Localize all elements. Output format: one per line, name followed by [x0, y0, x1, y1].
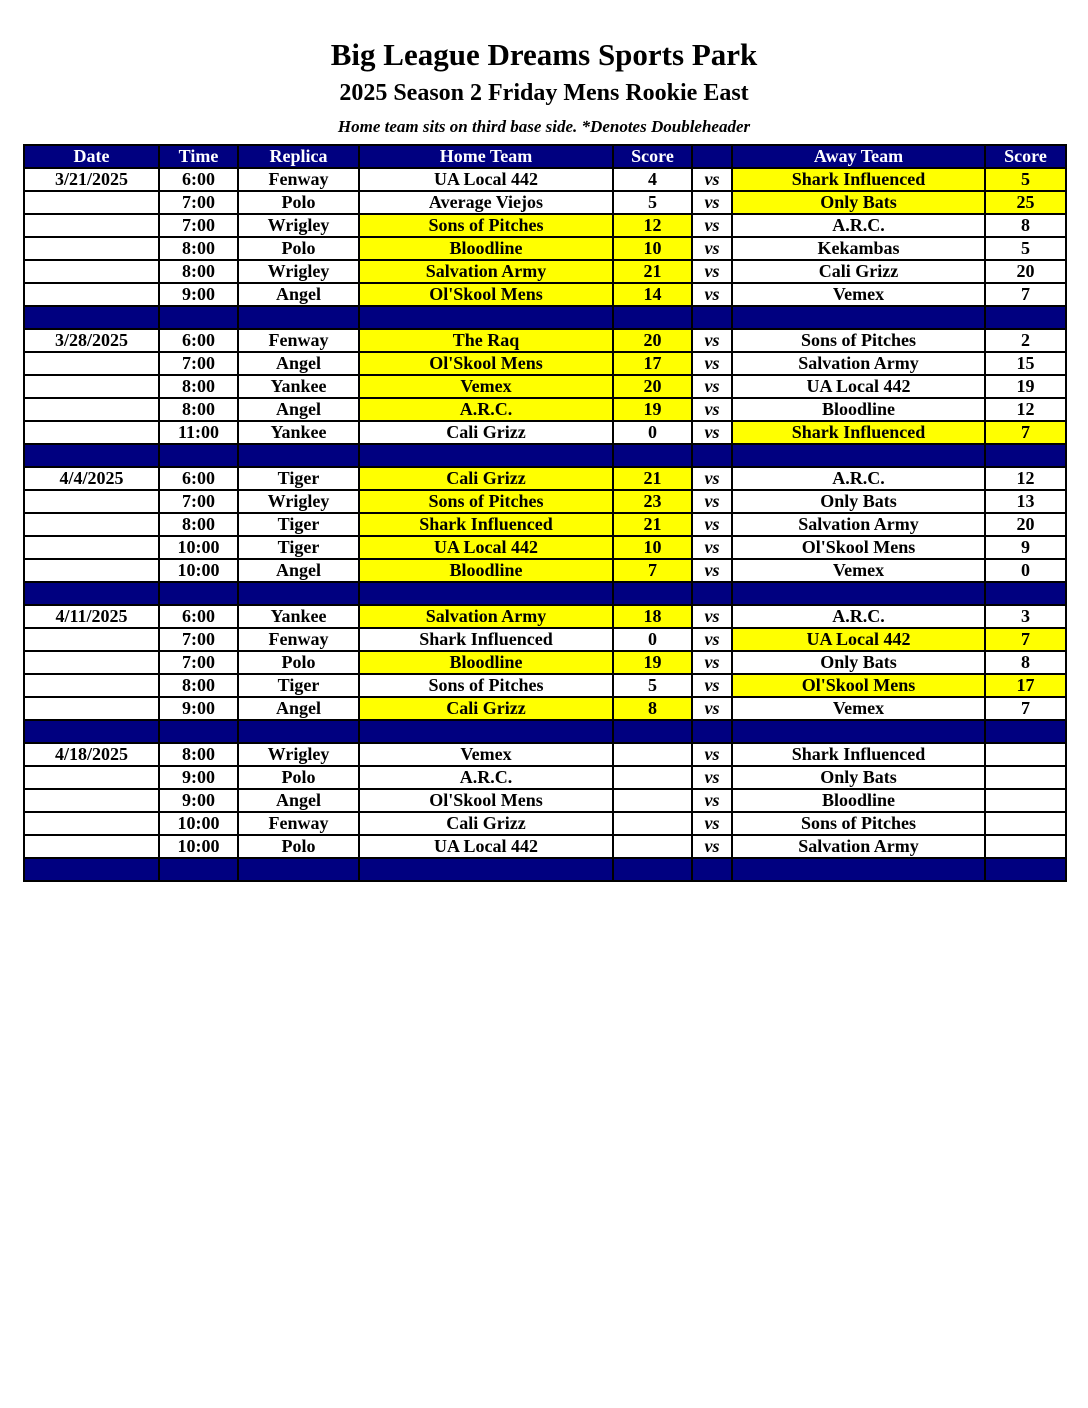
separator-cell	[985, 306, 1066, 329]
away-score: 25	[985, 191, 1066, 214]
game-replica: Tiger	[238, 536, 359, 559]
table-row	[24, 536, 1066, 559]
game-replica: Angel	[238, 789, 359, 812]
away-score: 3	[985, 605, 1066, 628]
separator-cell	[692, 306, 732, 329]
table-row	[24, 329, 1066, 352]
game-time: 8:00	[159, 237, 238, 260]
separator-cell	[238, 858, 359, 881]
home-score: 20	[613, 375, 692, 398]
column-header-home-score: Score	[613, 145, 692, 168]
home-score: 5	[613, 674, 692, 697]
game-time: 7:00	[159, 651, 238, 674]
home-team: Vemex	[359, 743, 613, 766]
vs-label: vs	[692, 789, 732, 812]
home-team: Sons of Pitches	[359, 490, 613, 513]
table-row	[24, 490, 1066, 513]
home-team: Cali Grizz	[359, 467, 613, 490]
game-date	[24, 789, 159, 812]
game-date: 3/28/2025	[24, 329, 159, 352]
home-team: Cali Grizz	[359, 812, 613, 835]
separator-cell	[732, 858, 985, 881]
home-score: 7	[613, 559, 692, 582]
vs-label: vs	[692, 835, 732, 858]
home-team: A.R.C.	[359, 398, 613, 421]
away-team: A.R.C.	[732, 467, 985, 490]
home-score	[613, 743, 692, 766]
week-separator-row	[24, 582, 1066, 605]
game-date	[24, 490, 159, 513]
table-row	[24, 559, 1066, 582]
away-score: 7	[985, 283, 1066, 306]
separator-cell	[359, 582, 613, 605]
game-replica: Yankee	[238, 421, 359, 444]
home-team: Ol'Skool Mens	[359, 789, 613, 812]
away-team: Vemex	[732, 283, 985, 306]
separator-cell	[359, 306, 613, 329]
away-team: Ol'Skool Mens	[732, 536, 985, 559]
game-date: 4/11/2025	[24, 605, 159, 628]
separator-cell	[24, 858, 159, 881]
away-score: 15	[985, 352, 1066, 375]
away-score	[985, 743, 1066, 766]
game-replica: Polo	[238, 237, 359, 260]
schedule-table	[23, 144, 1067, 882]
game-time: 7:00	[159, 490, 238, 513]
game-replica: Yankee	[238, 375, 359, 398]
game-replica: Polo	[238, 191, 359, 214]
game-time: 9:00	[159, 789, 238, 812]
game-replica: Fenway	[238, 329, 359, 352]
game-time: 7:00	[159, 352, 238, 375]
separator-cell	[613, 582, 692, 605]
game-date	[24, 628, 159, 651]
away-score: 13	[985, 490, 1066, 513]
game-date	[24, 513, 159, 536]
game-date: 4/18/2025	[24, 743, 159, 766]
separator-cell	[24, 444, 159, 467]
vs-label: vs	[692, 536, 732, 559]
game-time: 7:00	[159, 628, 238, 651]
away-team: Only Bats	[732, 766, 985, 789]
home-team: Bloodline	[359, 559, 613, 582]
game-time: 8:00	[159, 260, 238, 283]
separator-cell	[159, 444, 238, 467]
home-team: Ol'Skool Mens	[359, 352, 613, 375]
week-separator-row	[24, 306, 1066, 329]
table-row	[24, 743, 1066, 766]
home-team: A.R.C.	[359, 766, 613, 789]
separator-cell	[732, 306, 985, 329]
column-header-away-team: Away Team	[732, 145, 985, 168]
game-time: 11:00	[159, 421, 238, 444]
away-team: Sons of Pitches	[732, 329, 985, 352]
home-score: 17	[613, 352, 692, 375]
home-score: 10	[613, 536, 692, 559]
separator-cell	[238, 306, 359, 329]
vs-label: vs	[692, 628, 732, 651]
home-score: 23	[613, 490, 692, 513]
vs-label: vs	[692, 237, 732, 260]
table-row	[24, 697, 1066, 720]
vs-label: vs	[692, 260, 732, 283]
week-separator-row	[24, 858, 1066, 881]
separator-cell	[985, 720, 1066, 743]
home-team: Ol'Skool Mens	[359, 283, 613, 306]
separator-cell	[24, 306, 159, 329]
away-team: Shark Influenced	[732, 743, 985, 766]
vs-label: vs	[692, 421, 732, 444]
game-date	[24, 283, 159, 306]
away-team: Shark Influenced	[732, 421, 985, 444]
game-date	[24, 375, 159, 398]
vs-label: vs	[692, 329, 732, 352]
table-row	[24, 398, 1066, 421]
separator-cell	[613, 858, 692, 881]
away-team: Only Bats	[732, 651, 985, 674]
column-header-time: Time	[159, 145, 238, 168]
home-score	[613, 835, 692, 858]
vs-label: vs	[692, 812, 732, 835]
away-team: A.R.C.	[732, 605, 985, 628]
home-score: 14	[613, 283, 692, 306]
home-score	[613, 789, 692, 812]
vs-label: vs	[692, 490, 732, 513]
home-team: Shark Influenced	[359, 513, 613, 536]
away-score: 8	[985, 214, 1066, 237]
separator-cell	[159, 720, 238, 743]
game-time: 10:00	[159, 559, 238, 582]
game-replica: Wrigley	[238, 743, 359, 766]
vs-label: vs	[692, 513, 732, 536]
game-time: 8:00	[159, 743, 238, 766]
week-separator-row	[24, 444, 1066, 467]
separator-cell	[732, 582, 985, 605]
separator-cell	[159, 858, 238, 881]
away-team: Cali Grizz	[732, 260, 985, 283]
table-row	[24, 191, 1066, 214]
separator-cell	[159, 306, 238, 329]
table-row	[24, 421, 1066, 444]
away-score: 19	[985, 375, 1066, 398]
game-replica: Fenway	[238, 168, 359, 191]
home-team: Sons of Pitches	[359, 214, 613, 237]
game-date	[24, 536, 159, 559]
away-team: Kekambas	[732, 237, 985, 260]
table-row	[24, 513, 1066, 536]
schedule-note: Home team sits on third base side. *Denotes Doubleheader	[337, 117, 751, 136]
game-date: 4/4/2025	[24, 467, 159, 490]
away-team: Vemex	[732, 697, 985, 720]
home-score: 5	[613, 191, 692, 214]
game-replica: Angel	[238, 283, 359, 306]
away-score: 5	[985, 168, 1066, 191]
game-date	[24, 260, 159, 283]
table-row	[24, 260, 1066, 283]
vs-label: vs	[692, 283, 732, 306]
home-score: 10	[613, 237, 692, 260]
vs-label: vs	[692, 168, 732, 191]
separator-cell	[985, 582, 1066, 605]
table-row	[24, 352, 1066, 375]
home-team: Salvation Army	[359, 260, 613, 283]
game-date: 3/21/2025	[24, 168, 159, 191]
home-score: 21	[613, 467, 692, 490]
column-header-home-team: Home Team	[359, 145, 613, 168]
vs-label: vs	[692, 398, 732, 421]
table-row	[24, 605, 1066, 628]
page-subtitle: 2025 Season 2 Friday Mens Rookie East	[339, 80, 749, 106]
home-score: 21	[613, 260, 692, 283]
game-time: 6:00	[159, 605, 238, 628]
away-score: 17	[985, 674, 1066, 697]
table-row	[24, 628, 1066, 651]
table-header-row	[24, 145, 1066, 168]
game-replica: Polo	[238, 766, 359, 789]
table-row	[24, 674, 1066, 697]
home-score: 21	[613, 513, 692, 536]
home-score: 19	[613, 651, 692, 674]
game-replica: Angel	[238, 559, 359, 582]
game-replica: Wrigley	[238, 490, 359, 513]
table-row	[24, 168, 1066, 191]
game-time: 9:00	[159, 697, 238, 720]
vs-label: vs	[692, 766, 732, 789]
away-team: Salvation Army	[732, 835, 985, 858]
vs-label: vs	[692, 214, 732, 237]
vs-label: vs	[692, 467, 732, 490]
column-header-away-score: Score	[985, 145, 1066, 168]
away-team: Only Bats	[732, 191, 985, 214]
separator-cell	[24, 720, 159, 743]
away-score: 7	[985, 697, 1066, 720]
game-date	[24, 352, 159, 375]
away-team: Sons of Pitches	[732, 812, 985, 835]
away-score: 8	[985, 651, 1066, 674]
game-date	[24, 398, 159, 421]
away-score: 9	[985, 536, 1066, 559]
game-replica: Angel	[238, 352, 359, 375]
vs-label: vs	[692, 651, 732, 674]
game-time: 10:00	[159, 812, 238, 835]
away-score: 5	[985, 237, 1066, 260]
home-score	[613, 812, 692, 835]
game-time: 8:00	[159, 398, 238, 421]
vs-label: vs	[692, 191, 732, 214]
game-replica: Angel	[238, 398, 359, 421]
vs-label: vs	[692, 697, 732, 720]
table-row	[24, 651, 1066, 674]
game-time: 6:00	[159, 329, 238, 352]
game-replica: Polo	[238, 835, 359, 858]
away-score: 2	[985, 329, 1066, 352]
away-team: UA Local 442	[732, 375, 985, 398]
home-team: Sons of Pitches	[359, 674, 613, 697]
home-score: 0	[613, 628, 692, 651]
separator-cell	[238, 720, 359, 743]
home-team: UA Local 442	[359, 835, 613, 858]
column-header-date: Date	[24, 145, 159, 168]
separator-cell	[692, 582, 732, 605]
game-time: 10:00	[159, 835, 238, 858]
home-team: Cali Grizz	[359, 697, 613, 720]
table-row	[24, 375, 1066, 398]
away-score	[985, 766, 1066, 789]
separator-cell	[238, 444, 359, 467]
vs-label: vs	[692, 559, 732, 582]
separator-cell	[732, 444, 985, 467]
separator-cell	[24, 582, 159, 605]
home-team: Vemex	[359, 375, 613, 398]
game-replica: Yankee	[238, 605, 359, 628]
away-score	[985, 789, 1066, 812]
game-replica: Wrigley	[238, 260, 359, 283]
game-date	[24, 559, 159, 582]
separator-cell	[159, 582, 238, 605]
week-separator-row	[24, 720, 1066, 743]
column-header-replica: Replica	[238, 145, 359, 168]
game-time: 8:00	[159, 513, 238, 536]
away-score: 7	[985, 421, 1066, 444]
away-score: 0	[985, 559, 1066, 582]
game-time: 9:00	[159, 766, 238, 789]
table-row	[24, 467, 1066, 490]
away-score: 12	[985, 467, 1066, 490]
away-team: Salvation Army	[732, 352, 985, 375]
game-date	[24, 812, 159, 835]
home-team: UA Local 442	[359, 536, 613, 559]
home-score: 12	[613, 214, 692, 237]
separator-cell	[359, 858, 613, 881]
separator-cell	[985, 444, 1066, 467]
game-date	[24, 835, 159, 858]
home-score	[613, 766, 692, 789]
page-title: Big League Dreams Sports Park	[330, 37, 758, 72]
separator-cell	[692, 444, 732, 467]
home-score: 20	[613, 329, 692, 352]
table-row	[24, 766, 1066, 789]
away-team: Salvation Army	[732, 513, 985, 536]
home-team: Shark Influenced	[359, 628, 613, 651]
separator-cell	[613, 720, 692, 743]
home-team: Salvation Army	[359, 605, 613, 628]
game-date	[24, 651, 159, 674]
game-time: 6:00	[159, 168, 238, 191]
game-time: 6:00	[159, 467, 238, 490]
table-row	[24, 812, 1066, 835]
home-team: The Raq	[359, 329, 613, 352]
away-score	[985, 835, 1066, 858]
vs-label: vs	[692, 674, 732, 697]
game-replica: Tiger	[238, 513, 359, 536]
vs-label: vs	[692, 352, 732, 375]
vs-label: vs	[692, 743, 732, 766]
game-replica: Tiger	[238, 674, 359, 697]
away-team: Shark Influenced	[732, 168, 985, 191]
game-replica: Tiger	[238, 467, 359, 490]
game-time: 10:00	[159, 536, 238, 559]
away-team: Bloodline	[732, 789, 985, 812]
home-team: Bloodline	[359, 237, 613, 260]
separator-cell	[732, 720, 985, 743]
table-row	[24, 237, 1066, 260]
game-date	[24, 191, 159, 214]
separator-cell	[985, 858, 1066, 881]
away-team: Ol'Skool Mens	[732, 674, 985, 697]
home-team: Bloodline	[359, 651, 613, 674]
away-team: Bloodline	[732, 398, 985, 421]
home-team: Cali Grizz	[359, 421, 613, 444]
game-time: 8:00	[159, 674, 238, 697]
game-date	[24, 766, 159, 789]
game-replica: Fenway	[238, 812, 359, 835]
away-team: Only Bats	[732, 490, 985, 513]
away-team: Vemex	[732, 559, 985, 582]
table-row	[24, 214, 1066, 237]
column-header-vs	[692, 145, 732, 168]
separator-cell	[692, 720, 732, 743]
game-date	[24, 214, 159, 237]
away-score: 7	[985, 628, 1066, 651]
separator-cell	[613, 444, 692, 467]
game-time: 9:00	[159, 283, 238, 306]
home-team: UA Local 442	[359, 168, 613, 191]
home-team: Average Viejos	[359, 191, 613, 214]
home-score: 8	[613, 697, 692, 720]
game-time: 7:00	[159, 214, 238, 237]
separator-cell	[613, 306, 692, 329]
game-date	[24, 697, 159, 720]
game-date	[24, 421, 159, 444]
game-date	[24, 237, 159, 260]
game-replica: Wrigley	[238, 214, 359, 237]
away-score: 12	[985, 398, 1066, 421]
vs-label: vs	[692, 605, 732, 628]
separator-cell	[238, 582, 359, 605]
game-time: 7:00	[159, 191, 238, 214]
away-score: 20	[985, 513, 1066, 536]
vs-label: vs	[692, 375, 732, 398]
game-time: 8:00	[159, 375, 238, 398]
separator-cell	[692, 858, 732, 881]
away-score: 20	[985, 260, 1066, 283]
away-team: A.R.C.	[732, 214, 985, 237]
game-replica: Fenway	[238, 628, 359, 651]
home-score: 19	[613, 398, 692, 421]
home-score: 4	[613, 168, 692, 191]
table-row	[24, 789, 1066, 812]
separator-cell	[359, 720, 613, 743]
table-row	[24, 835, 1066, 858]
home-score: 0	[613, 421, 692, 444]
schedule-body	[24, 168, 1066, 881]
game-date	[24, 674, 159, 697]
game-replica: Polo	[238, 651, 359, 674]
table-row	[24, 283, 1066, 306]
away-score	[985, 812, 1066, 835]
home-score: 18	[613, 605, 692, 628]
separator-cell	[359, 444, 613, 467]
away-team: UA Local 442	[732, 628, 985, 651]
game-replica: Angel	[238, 697, 359, 720]
